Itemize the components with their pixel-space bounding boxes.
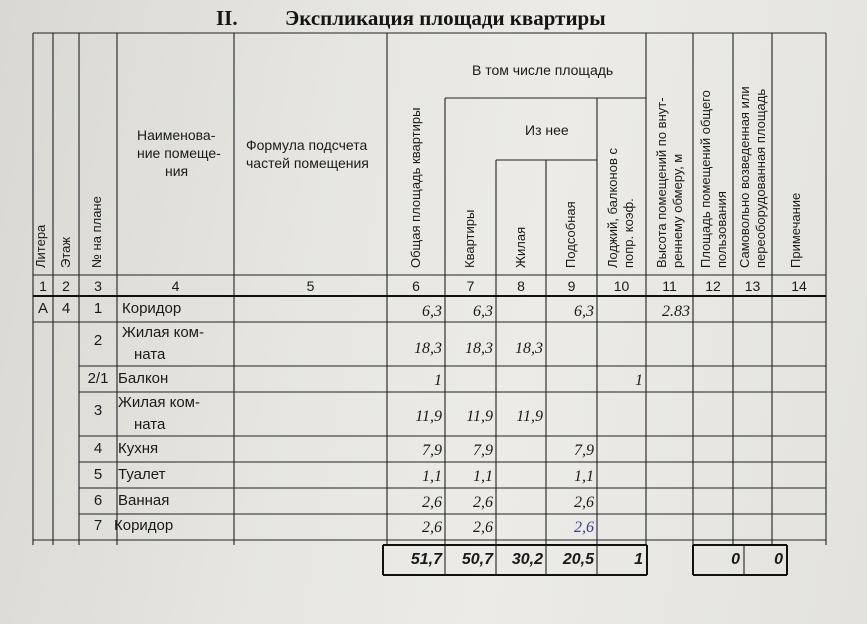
header-etazh: Этаж — [58, 236, 73, 268]
row-1-vys: 2.83 — [662, 303, 690, 320]
row-3-lodzh: 1 — [635, 372, 643, 389]
row-2-zh: 18,3 — [515, 340, 543, 357]
section-title: Экспликация площади квартиры — [285, 6, 606, 30]
row-8-pods: 2,6 — [574, 519, 594, 536]
row-6-name: Туалет — [118, 466, 166, 483]
row-8-obsh: 2,6 — [422, 519, 442, 536]
row-2-name-line-2: ната — [134, 346, 166, 363]
colnum-1: 1 — [39, 278, 47, 294]
total-obsh: 51,7 — [410, 551, 442, 568]
header-naimenovanie — [137, 126, 221, 180]
header-naimenovanie-line-1: Наименова- — [137, 127, 216, 143]
row-7-obsh: 2,6 — [422, 494, 442, 511]
header-formula-line-2: частей помещения — [246, 155, 369, 171]
colnum-13: 13 — [744, 278, 761, 294]
colnum-12: 12 — [705, 278, 721, 294]
row-1-kv: 6,3 — [473, 303, 493, 320]
row-8-name: Коридор — [114, 517, 174, 534]
row-3-obsh: 1 — [434, 372, 442, 389]
header-naimenovanie-line-2: ние помеще- — [137, 145, 221, 161]
row-5-num: 4 — [93, 440, 103, 457]
row-1-pods: 6,3 — [574, 303, 594, 320]
row-7-name: Ванная — [118, 492, 170, 509]
row-8-kv: 2,6 — [473, 519, 493, 536]
colnum-6: 6 — [412, 278, 420, 294]
header-iz-nee: Из нее — [525, 122, 569, 138]
row-4-zh: 11,9 — [516, 408, 543, 425]
row-7-kv: 2,6 — [473, 494, 493, 511]
colnum-7: 7 — [466, 278, 475, 294]
row-1-name: Коридор — [122, 300, 182, 317]
header-nomer: № на плане — [89, 196, 104, 268]
row-8-num: 7 — [93, 517, 103, 534]
header-v-tom-chisle: В том числе площадь — [472, 62, 614, 78]
colnum-14: 14 — [791, 278, 807, 294]
row-7-pods: 2,6 — [574, 494, 594, 511]
row-5-obsh: 7,9 — [422, 442, 442, 459]
row-1-etazh: 4 — [61, 300, 71, 317]
row-6-obsh: 1,1 — [422, 468, 442, 485]
header-vysota-line-2: реннему обмеру, м — [669, 153, 685, 268]
row-6-pods: 1,1 — [574, 468, 594, 485]
row-2-name — [122, 322, 204, 366]
header-litera: Литера — [33, 224, 48, 268]
colnum-5: 5 — [306, 278, 315, 294]
total-pods: 20,5 — [562, 551, 594, 568]
header-vysota-line-1: Высота помещений по внут- — [654, 97, 669, 268]
row-4-name-line-2: ната — [134, 416, 166, 433]
header-lodzhiy-line-2: попр. коэф. — [620, 198, 636, 268]
colnum-10: 10 — [613, 278, 630, 294]
colnum-9: 9 — [567, 278, 576, 294]
header-obshaya: Общая площадь квартиры — [408, 107, 423, 268]
header-obshego-polzovaniya — [698, 90, 729, 268]
row-2-kv: 18,3 — [465, 340, 493, 357]
header-vysota — [654, 97, 685, 268]
total-kv: 50,7 — [461, 551, 493, 568]
total-lodzh: 1 — [634, 551, 643, 568]
row-2-obsh: 18,3 — [414, 340, 442, 357]
row-6-kv: 1,1 — [473, 468, 493, 485]
row-3-num: 2/1 — [87, 370, 109, 387]
colnum-4: 4 — [171, 278, 180, 294]
row-2-name-line-1: Жилая ком- — [122, 324, 204, 341]
row-4-obsh: 11,9 — [415, 408, 442, 425]
row-1-litera: А — [37, 300, 48, 317]
header-obshego-polzovaniya-line-1: Площадь помещений общего — [698, 90, 713, 268]
total-zh: 30,2 — [511, 551, 543, 568]
colnum-2: 2 — [62, 278, 70, 294]
colnum-11: 11 — [662, 278, 677, 294]
header-naimenovanie-line-3: ния — [165, 163, 189, 179]
header-lodzhiy — [605, 148, 636, 268]
row-2-num: 2 — [93, 332, 103, 349]
header-primechanie: Примечание — [788, 192, 803, 268]
header-kvartiry: Квартиры — [462, 209, 477, 268]
total-samovol: 0 — [774, 551, 783, 568]
row-5-name: Кухня — [118, 440, 159, 457]
row-4-kv: 11,9 — [466, 408, 493, 425]
section-number: II. — [216, 6, 238, 30]
header-formula-line-1: Формула подсчета — [246, 137, 368, 153]
colnum-3: 3 — [94, 278, 102, 294]
row-4-name — [118, 392, 200, 436]
row-5-kv: 7,9 — [473, 442, 493, 459]
row-3-name: Балкон — [118, 370, 169, 387]
row-4-num: 3 — [93, 402, 103, 419]
header-samovolno — [737, 86, 768, 268]
row-4-name-line-1: Жилая ком- — [118, 394, 200, 411]
header-obshego-polzovaniya-line-2: пользования — [713, 191, 729, 268]
row-1-obsh: 6,3 — [422, 303, 442, 320]
header-podsobnaya: Подсобная — [563, 201, 578, 268]
colnum-8: 8 — [517, 278, 525, 294]
row-6-num: 5 — [93, 466, 103, 483]
header-lodzhiy-line-1: Лоджий, балконов с — [605, 148, 620, 268]
header-samovolno-line-1: Самовольно возведенная или — [737, 86, 752, 268]
header-samovolno-line-2: переоборудованная площадь — [752, 88, 768, 268]
row-1-num: 1 — [93, 300, 103, 317]
total-obsh-polz: 0 — [731, 551, 740, 568]
row-7-num: 6 — [93, 492, 103, 509]
header-formula — [246, 136, 369, 172]
header-zhilaya: Жилая — [513, 226, 528, 268]
row-5-pods: 7,9 — [574, 442, 594, 459]
